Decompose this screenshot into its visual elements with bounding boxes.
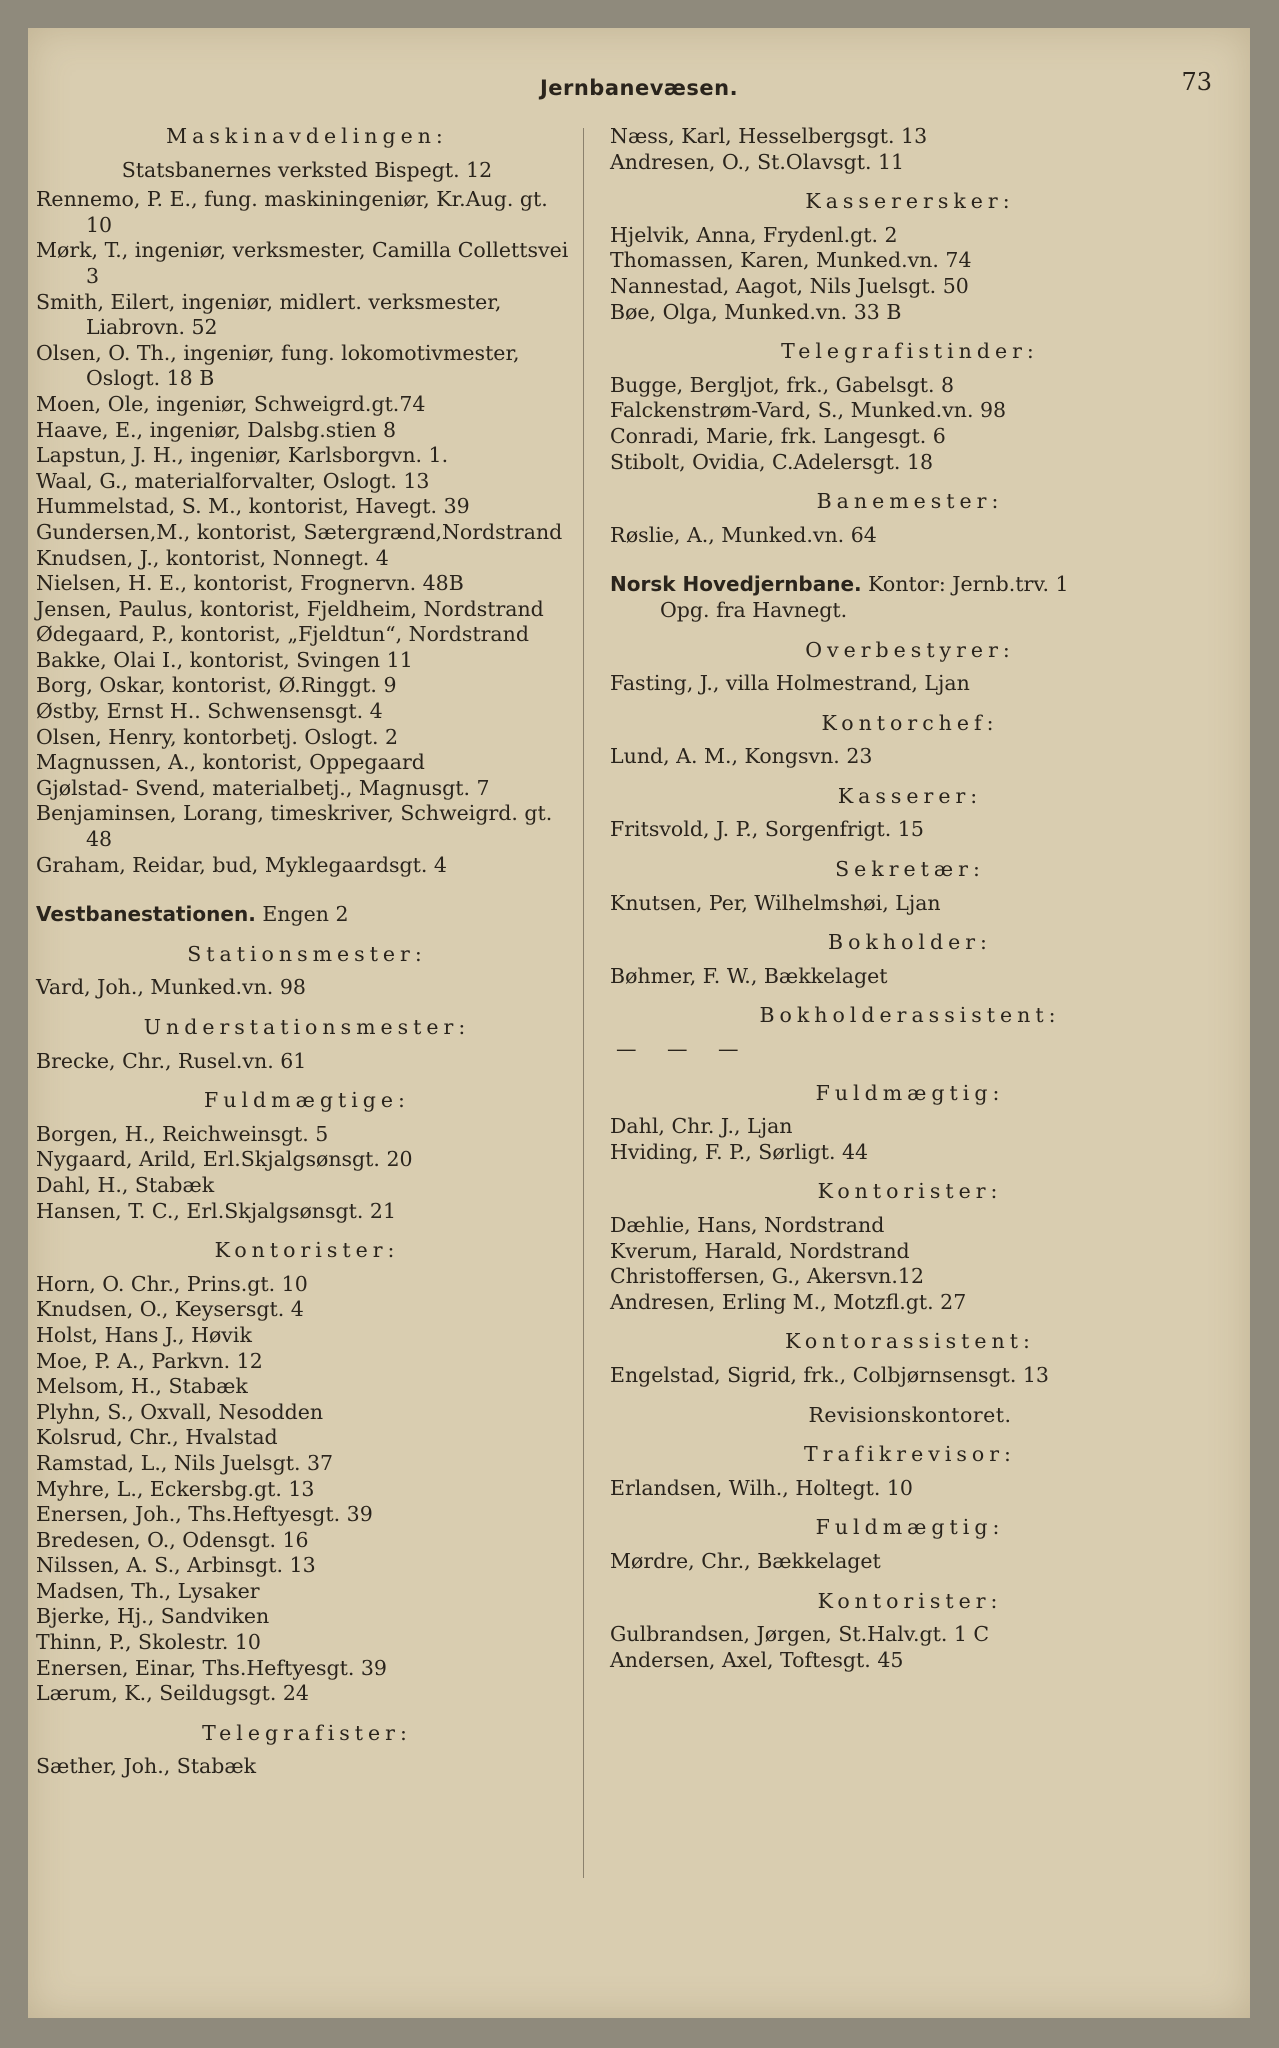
directory-entry: Knudsen, J., kontorist, Nonnegt. 4 xyxy=(36,545,389,570)
maskin-entry-list xyxy=(36,187,578,878)
directory-entry: Hansen, T. C., Erl.Skjalgsønsgt. 21 xyxy=(36,1198,397,1223)
section-heading: Kontorchef: xyxy=(821,710,999,735)
directory-entry: Kverum, Harald, Nordstrand xyxy=(610,1238,910,1263)
section-heading: Kasserer: xyxy=(837,783,983,808)
directory-entry: Andresen, Erling M., Motzfl.gt. 27 xyxy=(610,1289,967,1314)
directory-entry: Lapstun, J. H., ingeniør, Karlsborgvn. 1. xyxy=(36,443,449,468)
directory-entry: Melsom, H., Stabæk xyxy=(36,1374,248,1399)
section-heading: Understationsmester: xyxy=(143,1015,471,1039)
directory-entry: Waal, G., materialforvalter, Oslogt. 13 xyxy=(36,468,430,493)
directory-entry: Jensen, Paulus, kontorist, Fjeldheim, Nordstrand xyxy=(36,596,544,621)
directory-entry: Ødegaard, P., kontorist, „Fjeldtun“, Nordstrand xyxy=(36,622,529,647)
right-sections-b xyxy=(610,638,1210,990)
directory-entry: Dahl, Chr. J., Ljan xyxy=(610,1114,793,1139)
section-heading: Sekretær: xyxy=(835,857,985,882)
section-heading: Trafikrevisor: xyxy=(804,1442,1016,1467)
directory-entry: Benjaminsen, Lorang, timeskriver, Schweigrd. gt. 48 xyxy=(36,801,553,852)
section-heading: Telegrafister: xyxy=(202,1720,412,1745)
section-heading: Banemester: xyxy=(816,489,1004,514)
directory-entry: Thomassen, Karen, Munked.vn. 74 xyxy=(610,248,972,273)
directory-entry: Gulbrandsen, Jørgen, St.Halv.gt. 1 C xyxy=(610,1622,990,1647)
department-address: Engen 2 xyxy=(262,902,349,927)
directory-entry: Østby, Ernst H.. Schwensensgt. 4 xyxy=(36,699,383,724)
section-heading: Kontorister: xyxy=(214,1238,400,1263)
directory-entry: Røslie, A., Munked.vn. 64 xyxy=(610,522,877,547)
directory-entry: Plyhn, S., Oxvall, Nesodden xyxy=(36,1399,324,1424)
directory-entry: Næss, Karl, Hesselbergsgt. 13 xyxy=(610,124,928,148)
vest-sections xyxy=(36,942,578,1780)
directory-entry: Fasting, J., villa Holmestrand, Ljan xyxy=(610,671,970,696)
directory-entry: Ramstad, L., Nils Juelsgt. 37 xyxy=(36,1450,334,1475)
directory-entry: Olsen, Henry, kontorbetj. Oslogt. 2 xyxy=(36,724,399,749)
directory-entry: Haave, E., ingeniør, Dalsbg.stien 8 xyxy=(36,417,396,442)
directory-entry: Andresen, O., St.Olavsgt. 11 xyxy=(610,149,905,174)
directory-entry: Engelstad, Sigrid, frk., Colbjørnsensgt. 13 xyxy=(610,1362,1049,1387)
right-column xyxy=(610,124,1210,1673)
section-heading: Fuldmægtige: xyxy=(204,1088,410,1113)
column-divider xyxy=(583,128,584,1878)
directory-entry: Madsen, Th., Lysaker xyxy=(36,1578,260,1603)
directory-entry: Sæther, Joh., Stabæk xyxy=(36,1754,257,1779)
directory-entry: Bøhmer, F. W., Bækkelaget xyxy=(610,963,888,988)
directory-entry: Conradi, Marie, frk. Langesgt. 6 xyxy=(610,423,946,448)
directory-entry: Falckenstrøm-Vard, S., Munked.vn. 98 xyxy=(610,398,1007,423)
directory-entry: Thinn, P., Skolestr. 10 xyxy=(36,1630,261,1655)
department-name: Vestbanestationen. xyxy=(36,902,256,927)
section-heading: Bokholder: xyxy=(828,930,992,955)
directory-entry: Dæhlie, Hans, Nordstrand xyxy=(610,1213,885,1237)
directory-entry: Bredesen, O., Odensgt. 16 xyxy=(36,1527,309,1552)
section-heading: Overbestyrer: xyxy=(805,637,1015,662)
directory-entry: Rennemo, P. E., fung. maskiningeniør, Kr.Aug. gt. 10 xyxy=(36,187,548,237)
section-heading: Kontorister: xyxy=(817,1179,1003,1204)
directory-entry: Horn, O. Chr., Prins.gt. 10 xyxy=(36,1271,308,1296)
directory-entry: Moe, P. A., Parkvn. 12 xyxy=(36,1348,263,1373)
revision-sections xyxy=(610,1442,1210,1673)
directory-entry: Dahl, H., Stabæk xyxy=(36,1172,215,1197)
directory-entry: Smith, Eilert, ingeniør, midlert. verksmester, Liabrovn. 52 xyxy=(36,289,502,340)
left-column xyxy=(36,124,578,1780)
directory-entry: Myhre, L., Eckersbg.gt. 13 xyxy=(36,1476,315,1501)
section-heading: Fuldmægtig: xyxy=(815,1080,1005,1105)
section-heading: Fuldmægtig: xyxy=(815,1515,1005,1540)
directory-entry: Fritsvold, J. P., Sorgenfrigt. 15 xyxy=(610,817,924,842)
section-heading: Kontorassistent: xyxy=(785,1329,1035,1354)
directory-entry: Hummelstad, S. M., kontorist, Havegt. 39 xyxy=(36,494,470,519)
directory-entry: Stibolt, Ovidia, C.Adelersgt. 18 xyxy=(610,449,934,474)
directory-entry: Nannestad, Aagot, Nils Juelsgt. 50 xyxy=(610,273,969,298)
section-heading: Telegrafistinder: xyxy=(781,339,1039,364)
directory-entry: Bugge, Bergljot, frk., Gabelsgt. 8 xyxy=(610,372,955,397)
directory-entry: Borgen, H., Reichweinsgt. 5 xyxy=(36,1121,329,1146)
directory-entry: Vard, Joh., Munked.vn. 98 xyxy=(36,975,306,1000)
revisionskontoret-title: Revisionskontoret. xyxy=(808,1402,1012,1427)
department-name: Norsk Hovedjernbane. xyxy=(610,572,862,597)
directory-page xyxy=(28,28,1250,2018)
department-vestbanestationen xyxy=(36,902,578,928)
directory-entry: Nygaard, Arild, Erl.Skjalgsønsgt. 20 xyxy=(36,1147,413,1172)
directory-entry: Hjelvik, Anna, Frydenl.gt. 2 xyxy=(610,222,898,247)
directory-entry: Gjølstad- Svend, materialbetj., Magnusgt. 7 xyxy=(36,775,490,800)
directory-entry: Enersen, Einar, Ths.Heftyesgt. 39 xyxy=(36,1655,387,1680)
directory-entry: Bjerke, Hj., Sandviken xyxy=(36,1604,270,1629)
directory-entry: Olsen, O. Th., ingeniør, fung. lokomotivmester, Oslogt. 18 B xyxy=(36,340,520,391)
section-subheading: Statsbanernes verksted Bispegt. 12 xyxy=(121,157,493,182)
right-sections-c xyxy=(610,1081,1210,1389)
section-heading: Stationsmester: xyxy=(187,941,427,966)
directory-entry: Nilssen, A. S., Arbinsgt. 13 xyxy=(36,1553,316,1578)
directory-entry: Lund, A. M., Kongsvn. 23 xyxy=(610,744,873,769)
directory-entry: Moen, Ole, ingeniør, Schweigrd.gt.74 xyxy=(36,391,426,416)
directory-entry: Magnussen, A., kontorist, Oppegaard xyxy=(36,750,425,775)
directory-entry: Kolsrud, Chr., Hvalstad xyxy=(36,1425,278,1450)
department-address-2: Opg. fra Havnegt. xyxy=(660,597,848,622)
directory-entry: Bøe, Olga, Munked.vn. 33 B xyxy=(610,299,902,324)
directory-entry: Holst, Hans J., Høvik xyxy=(36,1322,252,1347)
vacant-dash: — — — xyxy=(616,1037,751,1062)
directory-entry: Andersen, Axel, Toftesgt. 45 xyxy=(610,1647,904,1672)
directory-entry: Borg, Oskar, kontorist, Ø.Ringgt. 9 xyxy=(36,673,397,698)
directory-entry: Knudsen, O., Keysersgt. 4 xyxy=(36,1297,304,1322)
department-norsk-hovedjernbane xyxy=(610,572,1210,623)
section-heading: Kasserersker: xyxy=(805,189,1015,214)
directory-entry: Christoffersen, G., Akersvn.12 xyxy=(610,1264,924,1289)
directory-entry: Mørk, T., ingeniør, verksmester, Camilla Collettsvei 3 xyxy=(36,238,569,288)
directory-entry: Brecke, Chr., Rusel.vn. 61 xyxy=(36,1048,307,1073)
directory-entry: Mørdre, Chr., Bækkelaget xyxy=(610,1548,881,1573)
department-address: Kontor: Jernb.trv. 1 xyxy=(868,572,1069,597)
directory-entry: Knutsen, Per, Wilhelmshøi, Ljan xyxy=(610,890,941,915)
directory-entry: Bakke, Olai I., kontorist, Svingen 11 xyxy=(36,647,413,672)
section-heading-bokholderassistent: Bokholderassistent: xyxy=(759,1003,1061,1028)
page-title: Jernbanevæsen. xyxy=(539,76,739,100)
page-number: 73 xyxy=(1181,68,1212,96)
directory-entry: Graham, Reidar, bud, Myklegaardsgt. 4 xyxy=(36,852,447,877)
directory-entry: Gundersen,M., kontorist, Sætergrænd,Nordstrand xyxy=(36,519,563,544)
section-heading: Kontorister: xyxy=(817,1588,1003,1613)
right-top-entries xyxy=(610,124,1210,175)
section-heading-maskinavdelingen: Maskinavdelingen: xyxy=(166,124,448,148)
directory-entry: Lærum, K., Seildugsgt. 24 xyxy=(36,1681,309,1706)
right-sections-a xyxy=(610,189,1210,548)
directory-entry: Hviding, F. P., Sørligt. 44 xyxy=(610,1139,869,1164)
directory-entry: Enersen, Joh., Ths.Heftyesgt. 39 xyxy=(36,1502,373,1527)
directory-entry: Erlandsen, Wilh., Holtegt. 10 xyxy=(610,1475,913,1500)
directory-entry: Nielsen, H. E., kontorist, Frognervn. 48B xyxy=(36,571,464,596)
